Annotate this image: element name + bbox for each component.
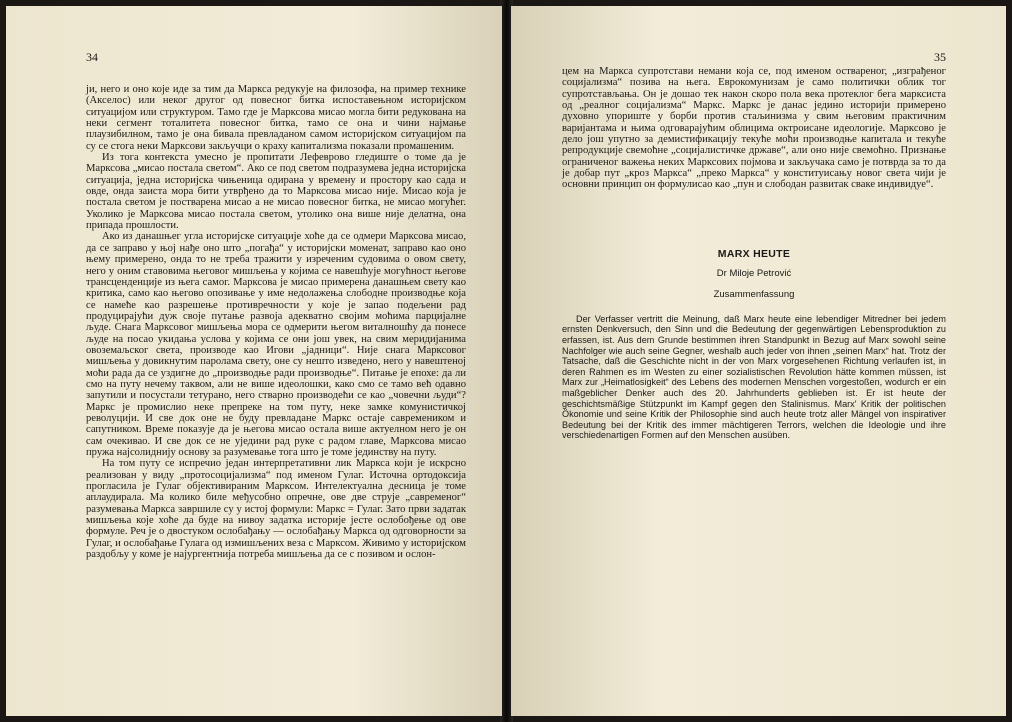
paragraph: Ако из данашњег угла историјске ситуације хоће да се одмери Марксова мисао, да се заправо у њој нађе оно што „погађа“ у историјски моменат, заправо као оно њему примерено, онда то не треба тражити у изреченим судовима о овом свету, него у оним ставовима његовог мишљења у којима се навешћује могућност његове трансценденције из њега самог. Марксова је мисао примерена данашњем свету као критика, само као његово опозивање у име недолажења слободне производње која се намеће као разрешење противречности у које је запао подељени рад продуцирајући дуж своје путање развоја адекватно својим моћима парцијалне људе. Снага Марксовог мишљења мора се одмерити његом виталношћу да понесе људе на посао укидања услова у којима се они још увек, на свим меридијанима овоземаљског света, производе као Игови „јадници“. Није снага Марксовог мишљења у довикнутим паролама свету, оне су нешто изведено, него у навештеној моћи рада да се уздигне до „производње ради производње“. Питање је епохе: да ли смо на путу нечему таквом, али не више идеолошки, како смо се тамо већ одавно запутили и посустали тетурано, него стварно производећи се као „човечни људи“? Маркс је промислио неке препреке на том путу, неке замке комунистичкој револуцији. И све док оне не буду превладане Маркс остаје савремеником и сапутником. Време показује да је његова мисао остала више актуелном него је он сам очекивао. И све док се не уједини рад руке с радом главе, Марксова мисао пружа најсолиднију основу за разумевање тога што је томе јединству на путу. [86, 231, 466, 458]
paragraph: На том путу се испречио један интерпретативни лик Маркса који је искрсно реализован у виду „протосоцијализма“ под именом Гулаг. Источна ортодоксија прогласила је Гулаг објективираним Марксом. Интелектуална десница је томе аплаудирала. Ма колико биле међусобно опречне, ове две струје „савременог“ разумевања Маркса завршиле су у истој формули: Маркс = Гулаг. Зато први задатак мишљења које хоће да буде на нивоу задатка историје јесте ослобођење од ове формуле. Реч је о двостуком ослобађању — ослобађању Маркса од одговорности за Гулаг, и ослобађање Гулага од измишљених веза с Марксом. Живимо у историјском раздобљу у коме је најургентнија потреба мишљења да се с позивом и ослон- [86, 458, 466, 561]
summary-body: Der Verfasser vertritt die Meinung, daß Marx heute eine lebendiger Mitredner bei jedem ernsten Denkversuch, den Sinn und die Bedeutung der gegenwärtigen Lebensproduktion zu erfassen, ist. Aus dem Grunde bestimmen ihren Standpunkt in Bezug auf Marx sowohl seine Nachfolger wie auch seine Gegner, weshalb auch jeder von ihnen „seinen Marx“ hat. Trotz der Tatsache, daß die Geschichte nicht in der von Marx vorgesehenen Richtung verlaufen ist, in deren Rahmen es im Westen zu einer sozialistischen Revolution hätte kommen müssen, ist Marx zur „Heimatlosigkeit“ des Lebens des modernen Menschen vorgestoßen, wodurch er ein maßgeblicher Denker auch des 20. Jahrhunderts geblieben ist. Er ist heute der geschichtsmäßige Stützpunkt im Kampf gegen den Stalinismus. Marx' Kritik der politischen Ökonomie und seine Kritik der Philosophie sind auch heute trotz aller Mängel von inspirativer Bedeutung bei der Kritik des immer mächtigeren Terrors, welchen die Ideologie und ihre verschiedenartigen Formen auf den Menschen ausüben. [562, 313, 946, 441]
summary-label: Zusammenfassung [713, 288, 795, 300]
summary-title: MARX HEUTE [717, 247, 791, 260]
page-number-right: 35 [934, 50, 946, 64]
paragraph: Из тога контекста умесно је пропитати Лефеврово гледиште о томе да је Марксова „мисао постала светом“. Ако се под светом подразумева једна историјска ситуација, једна историјска чињеница одирана у времену и простору као сада и овде, онда заиста мора бити утврђено да то Марксова мисао није. Мисао која је постала светом је постварена мисао а не мисао повесног битка, не мисао могућег. Уколико је Марксова мисао постала светом, утолико она више није делатна, она припада прошлости. [86, 152, 466, 232]
right-body-text [562, 66, 946, 191]
page-number-left: 34 [86, 50, 98, 64]
paragraph: ји, него и оно које иде за тим да Маркса редукује на филозофа, на пример технике (Акселос) или неког другог од повесног битка испоставењном историјском ситуацијом или структуром. Тамо где је Марксова мисао могла бити редукована на неки сегмент тоталитета повесног битка, тамо се она и чини најмање плаузибилном, тамо је она бивала превладаном самом историјском ситуацијом па су се стога неки Марксови закључци о краху капитализма показали промашеним. [86, 84, 466, 152]
right-page [511, 6, 1006, 716]
left-body-text [86, 84, 466, 560]
paragraph: цем на Маркса супротстави немани која се, под именом оствареног, „изграђеног социјализма“ позива на њега. Еврокомунизам је само политички облик тог супротстављања. Он је дошао тек након скоро пола века протеклог бега марксиста од „реалног социјализма“ Маркс. Маркс је данас једино историји примерено духовно упориште у борби против стаљинизма у свим његовим практичним варијантама и њима одговарајућим облицима октроисане идеологије. Марксово је дело још упутно за демистификацију текуће моћи производње капитала и текуће репродукције свемоћне „социјалистичке државе“, али оно није свемоћно. Признање ограниченог важења неких Марксових појмова и закључака само је потврда за то да је добар пут „кроз Маркса“ „преко Маркса“ у конституисању новог света чији је основни принцип он формулисао као „пун и слободан развитак сваке индивидуе“. [562, 66, 946, 191]
summary-section [562, 248, 946, 441]
summary-author: Dr Miloje Petrović [716, 267, 792, 279]
left-page [6, 6, 502, 716]
